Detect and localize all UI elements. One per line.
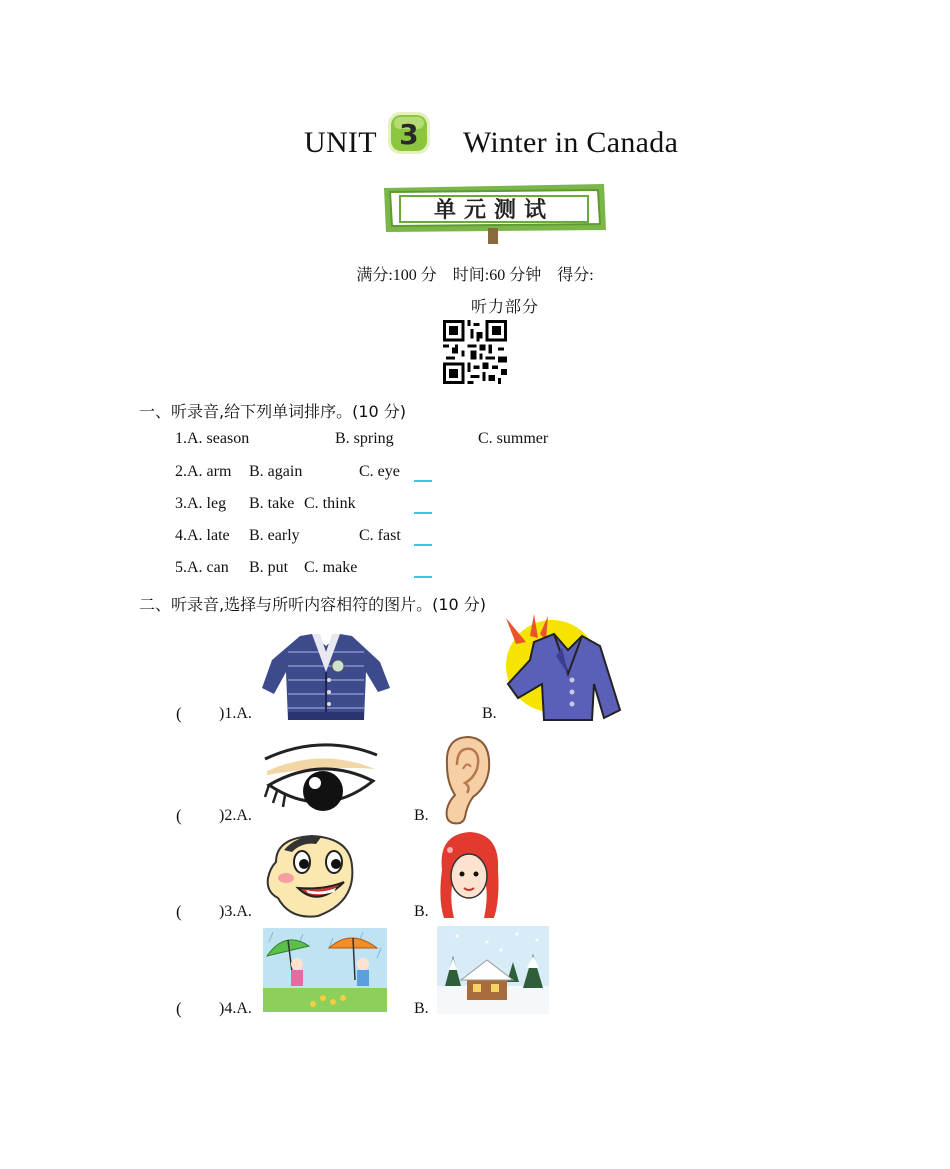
full-score: 满分:100 分: [356, 267, 437, 284]
eye-icon[interactable]: [263, 741, 379, 815]
answer-blank-4[interactable]: [414, 530, 432, 551]
snowy-house-icon[interactable]: [437, 926, 549, 1014]
listening-heading: 听力部分: [471, 297, 540, 316]
rainy-day-children-icon[interactable]: [263, 928, 387, 1012]
section2-item-1-b: B.: [482, 705, 497, 722]
answer-blank-5[interactable]: [414, 562, 432, 583]
qr-code-icon[interactable]: [443, 320, 507, 384]
girl-face-icon[interactable]: [436, 830, 502, 920]
section1-item-5-b: B. put: [249, 559, 289, 576]
banner-label: 单元测试: [433, 198, 555, 223]
time-limit: 时间:60 分钟: [452, 267, 542, 284]
answer-paren-open-2[interactable]: (: [176, 806, 182, 825]
item-option-a: 1.A. season: [175, 430, 250, 447]
unit-number: 3: [399, 118, 419, 151]
section1-heading: 一、听录音,给下列单词排序。(10 分): [139, 402, 407, 421]
section1-item-1-c: C. summer: [478, 430, 549, 447]
ear-icon[interactable]: [437, 735, 493, 825]
unit-number-badge: [386, 110, 432, 156]
section1-item-2-a: 2.A. arm: [175, 463, 232, 480]
section2-item-3-label: )3.A.: [219, 903, 252, 920]
section1-item-4-a: 4.A. late: [175, 527, 230, 544]
section1-item-2-b: B. again: [249, 463, 303, 480]
cardigan-sweater-icon[interactable]: [262, 632, 390, 722]
answer-blank-3[interactable]: [414, 498, 432, 519]
purple-jacket-icon[interactable]: [504, 614, 622, 722]
score-field: 得分:: [557, 267, 594, 284]
answer-paren-open-4[interactable]: (: [176, 999, 182, 1018]
score-line: [0, 262, 950, 285]
section2-item-4-b: B.: [414, 1000, 429, 1017]
section1-item-3-a: 3.A. leg: [175, 495, 227, 512]
section2-heading: 二、听录音,选择与所听内容相符的图片。(10 分): [139, 595, 487, 614]
section1-item-4-c: C. fast: [359, 527, 401, 544]
section2-item-3-b: B.: [414, 903, 429, 920]
section1-item-1: [175, 430, 249, 448]
section1-item-3-c: C. think: [304, 495, 356, 512]
section2-item-1-label: )1.A.: [219, 705, 252, 722]
title-unit: UNIT: [304, 126, 377, 159]
section1-item-1-b: B. spring: [335, 430, 394, 447]
section1-item-2-c: C. eye: [359, 463, 400, 480]
section2-item-2-label: )2.A.: [219, 807, 252, 824]
answer-blank-2[interactable]: [414, 466, 432, 487]
title-name: Winter in Canada: [463, 126, 679, 159]
answer-paren-open-3[interactable]: (: [176, 902, 182, 921]
boy-face-icon[interactable]: [262, 832, 362, 920]
section2-item-4-label: )4.A.: [219, 1000, 252, 1017]
section1-item-4-b: B. early: [249, 527, 300, 544]
section1-item-5-a: 5.A. can: [175, 559, 229, 576]
section2-item-2-b: B.: [414, 807, 429, 824]
section1-item-3-b: B. take: [249, 495, 295, 512]
unit-test-banner: [380, 182, 608, 246]
section1-item-5-c: C. make: [304, 559, 358, 576]
answer-paren-open-1[interactable]: (: [176, 704, 182, 723]
